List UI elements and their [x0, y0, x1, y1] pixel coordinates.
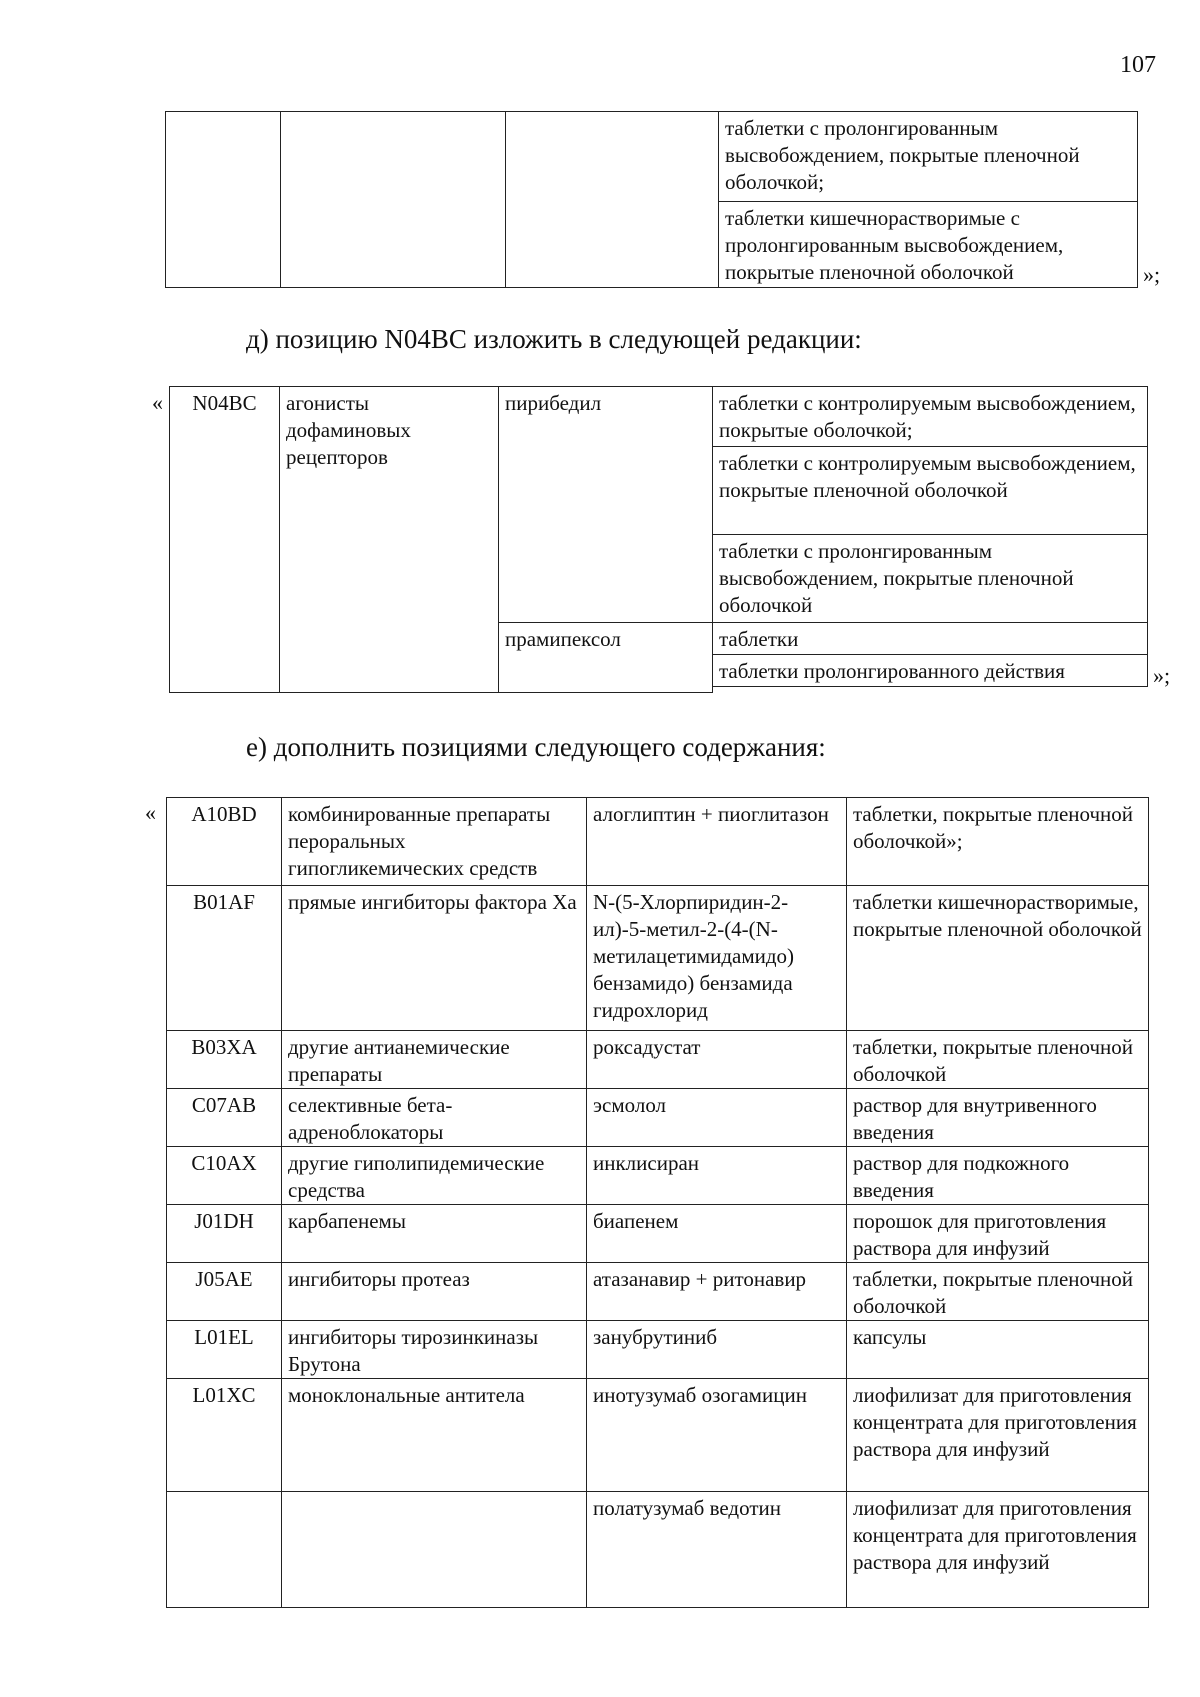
cell-form: лиофилизат для приготовления концентрата для приготовления раствора для инфузий: [847, 1379, 1149, 1492]
cell-drug: алоглиптин + пиоглитазон: [587, 798, 847, 886]
cell-drug: занубрутиниб: [587, 1321, 847, 1379]
table-row: [167, 1147, 1149, 1205]
cell-code: L01EL: [167, 1321, 282, 1379]
cell-code: L01XC: [167, 1379, 282, 1492]
cell-code: B01AF: [167, 886, 282, 1031]
cell-form: раствор для подкожного введения: [847, 1147, 1149, 1205]
cell-code: [166, 112, 281, 288]
cell-form: таблетки, покрытые пленочной оболочкой: [847, 1263, 1149, 1321]
cell-drug: роксадустат: [587, 1031, 847, 1089]
cell-group: прямые ингибиторы фактора Xa: [282, 886, 587, 1031]
cell-group: ингибиторы тирозинкиназы Брутона: [282, 1321, 587, 1379]
cell-form: таблетки с контролируемым высвобождением, покрытые пленочной оболочкой: [713, 447, 1148, 535]
cell-code: J01DH: [167, 1205, 282, 1263]
section-d-heading: д) позицию N04BC изложить в следующей редакции:: [246, 324, 862, 354]
cell-drug: прамипексол: [499, 623, 713, 693]
table-row: [167, 1089, 1149, 1147]
cell-code: C07AB: [167, 1089, 282, 1147]
cell-form: таблетки с контролируемым высвобождением, покрытые оболочкой;: [713, 387, 1148, 447]
cell-form: таблетки кишечнорастворимые, покрытые пленочной оболочкой: [847, 886, 1149, 1031]
table-row: [167, 1492, 1149, 1608]
cell-drug: эсмолол: [587, 1089, 847, 1147]
cell-form: таблетки кишечнорастворимые с пролонгированным высвобождением, покрытые пленочной оболочкой: [719, 202, 1138, 288]
cell-drug: [506, 112, 719, 288]
cell-group: селективные бета-адреноблокаторы: [282, 1089, 587, 1147]
cell-group: комбинированные препараты пероральных гипогликемических средств: [282, 798, 587, 886]
cell-drug: атазанавир + ритонавир: [587, 1263, 847, 1321]
close-quote: »;: [1143, 262, 1161, 287]
cell-group: [281, 112, 506, 288]
table-row: [167, 1379, 1149, 1492]
page-number: 107: [1120, 52, 1156, 78]
cell-drug: биапенем: [587, 1205, 847, 1263]
cell-group: другие гиполипидемические средства: [282, 1147, 587, 1205]
cell-drug: инклисиран: [587, 1147, 847, 1205]
cell-form: таблетки с пролонгированным высвобождением, покрытые пленочной оболочкой;: [719, 112, 1138, 202]
cell-group: [282, 1492, 587, 1608]
cell-form: таблетки, покрытые пленочной оболочкой: [847, 1031, 1149, 1089]
table-row: [167, 1321, 1149, 1379]
cell-code: [167, 1492, 282, 1608]
cell-group: ингибиторы протеаз: [282, 1263, 587, 1321]
cell-code: J05AE: [167, 1263, 282, 1321]
section-e-heading: е) дополнить позициями следующего содержания:: [246, 732, 826, 762]
cell-group: агонисты дофаминовых рецепторов: [280, 387, 499, 693]
close-quote: »;: [1153, 663, 1171, 688]
cell-group: моноклональные антитела: [282, 1379, 587, 1492]
cell-filler: [713, 687, 1148, 693]
n04bc-table: [169, 386, 1148, 693]
additions-table: [166, 797, 1149, 1608]
continuation-table: [165, 111, 1138, 288]
cell-form: капсулы: [847, 1321, 1149, 1379]
cell-code: A10BD: [167, 798, 282, 886]
cell-code: C10AX: [167, 1147, 282, 1205]
cell-form: лиофилизат для приготовления концентрата для приготовления раствора для инфузий: [847, 1492, 1149, 1608]
table-row: [167, 798, 1149, 886]
cell-drug: полатузумаб ведотин: [587, 1492, 847, 1608]
cell-form: таблетки, покрытые пленочной оболочкой»;: [847, 798, 1149, 886]
cell-drug: инотузумаб озогамицин: [587, 1379, 847, 1492]
cell-drug: N-(5-Хлорпиридин-2-ил)-5-метил-2-(4-(N-метилацетимидамидо) бензамидо) бензамида гидрохлорид: [587, 886, 847, 1031]
cell-group: другие антианемические препараты: [282, 1031, 587, 1089]
cell-code: B03XA: [167, 1031, 282, 1089]
open-quote: «: [152, 390, 163, 415]
cell-form: таблетки: [713, 623, 1148, 655]
table-row: [167, 1205, 1149, 1263]
open-quote: «: [145, 800, 156, 825]
cell-group: карбапенемы: [282, 1205, 587, 1263]
table-row: [167, 1031, 1149, 1089]
table-row: [167, 886, 1149, 1031]
cell-code: N04BC: [170, 387, 280, 693]
cell-form: порошок для приготовления раствора для инфузий: [847, 1205, 1149, 1263]
cell-form: таблетки пролонгированного действия: [713, 655, 1148, 687]
cell-form: таблетки с пролонгированным высвобождением, покрытые пленочной оболочкой: [713, 535, 1148, 623]
cell-form: раствор для внутривенного введения: [847, 1089, 1149, 1147]
cell-drug: пирибедил: [499, 387, 713, 623]
table-row: [167, 1263, 1149, 1321]
